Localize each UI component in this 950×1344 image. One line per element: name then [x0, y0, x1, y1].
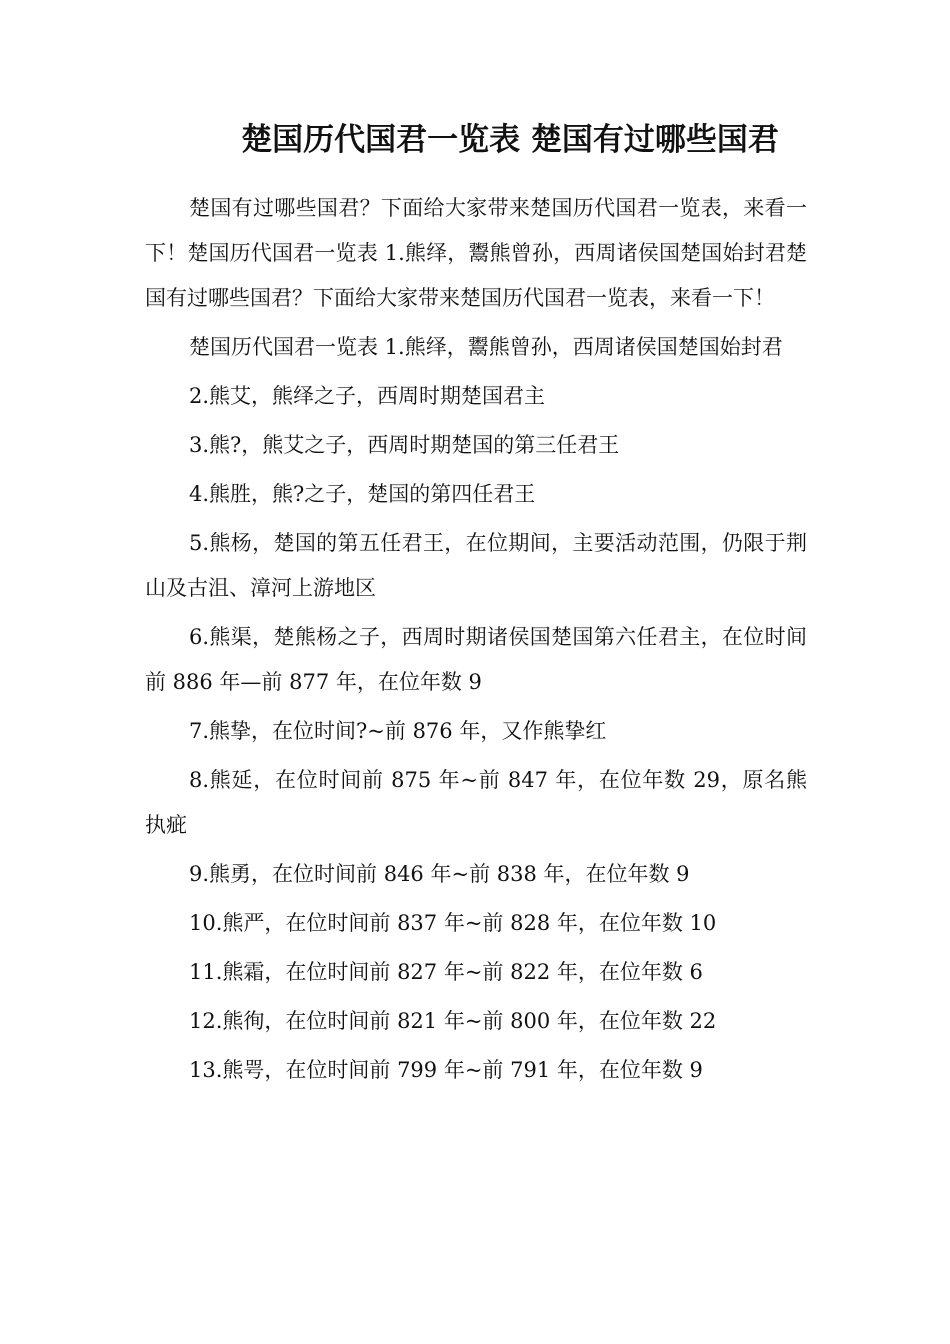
list-item: 楚国历代国君一览表 1.熊绎，鬻熊曾孙，西周诸侯国楚国始封君: [189, 335, 783, 359]
list-item: 9.熊勇，在位时间前 846 年~前 838 年，在位年数 9: [189, 862, 690, 886]
list-item: 5.熊杨，楚国的第五任君王，在位期间，主要活动范围，仍限于荆山及古沮、漳河上游地区: [145, 531, 807, 600]
list-item: 6.熊渠，楚熊杨之子，西周时期诸侯国楚国第六任君主，在位时间前 886 年—前 877 年，在位年数 9: [145, 625, 807, 694]
intro-paragraph: 楚国有过哪些国君？下面给大家带来楚国历代国君一览表，来看一下！楚国历代国君一览表 1.熊绎，鬻熊曾孙，西周诸侯国楚国始封君楚国有过哪些国君？下面给大家带来楚国历代国君一览表，来看一下！: [145, 196, 807, 310]
list-item: 8.熊延，在位时间前 875 年~前 847 年，在位年数 29，原名熊执疵: [145, 768, 807, 837]
list-item: 11.熊霜，在位时间前 827 年~前 822 年，在位年数 6: [189, 960, 703, 984]
list-item: 3.熊?，熊艾之子，西周时期楚国的第三任君王: [189, 433, 620, 457]
list-item: 4.熊胜，熊?之子，楚国的第四任君王: [189, 482, 536, 506]
list-item: 2.熊艾，熊绎之子，西周时期楚国君主: [189, 384, 546, 408]
list-item: 13.熊咢，在位时间前 799 年~前 791 年，在位年数 9: [189, 1058, 703, 1082]
document-title: 楚国历代国君一览表 楚国有过哪些国君: [241, 122, 779, 158]
list-item: 10.熊严，在位时间前 837 年~前 828 年，在位年数 10: [189, 911, 717, 935]
document-body: [145, 186, 807, 1097]
list-item: 12.熊徇，在位时间前 821 年~前 800 年，在位年数 22: [189, 1009, 717, 1033]
list-item: 7.熊挚，在位时间?~前 876 年，又作熊挚红: [189, 719, 607, 743]
